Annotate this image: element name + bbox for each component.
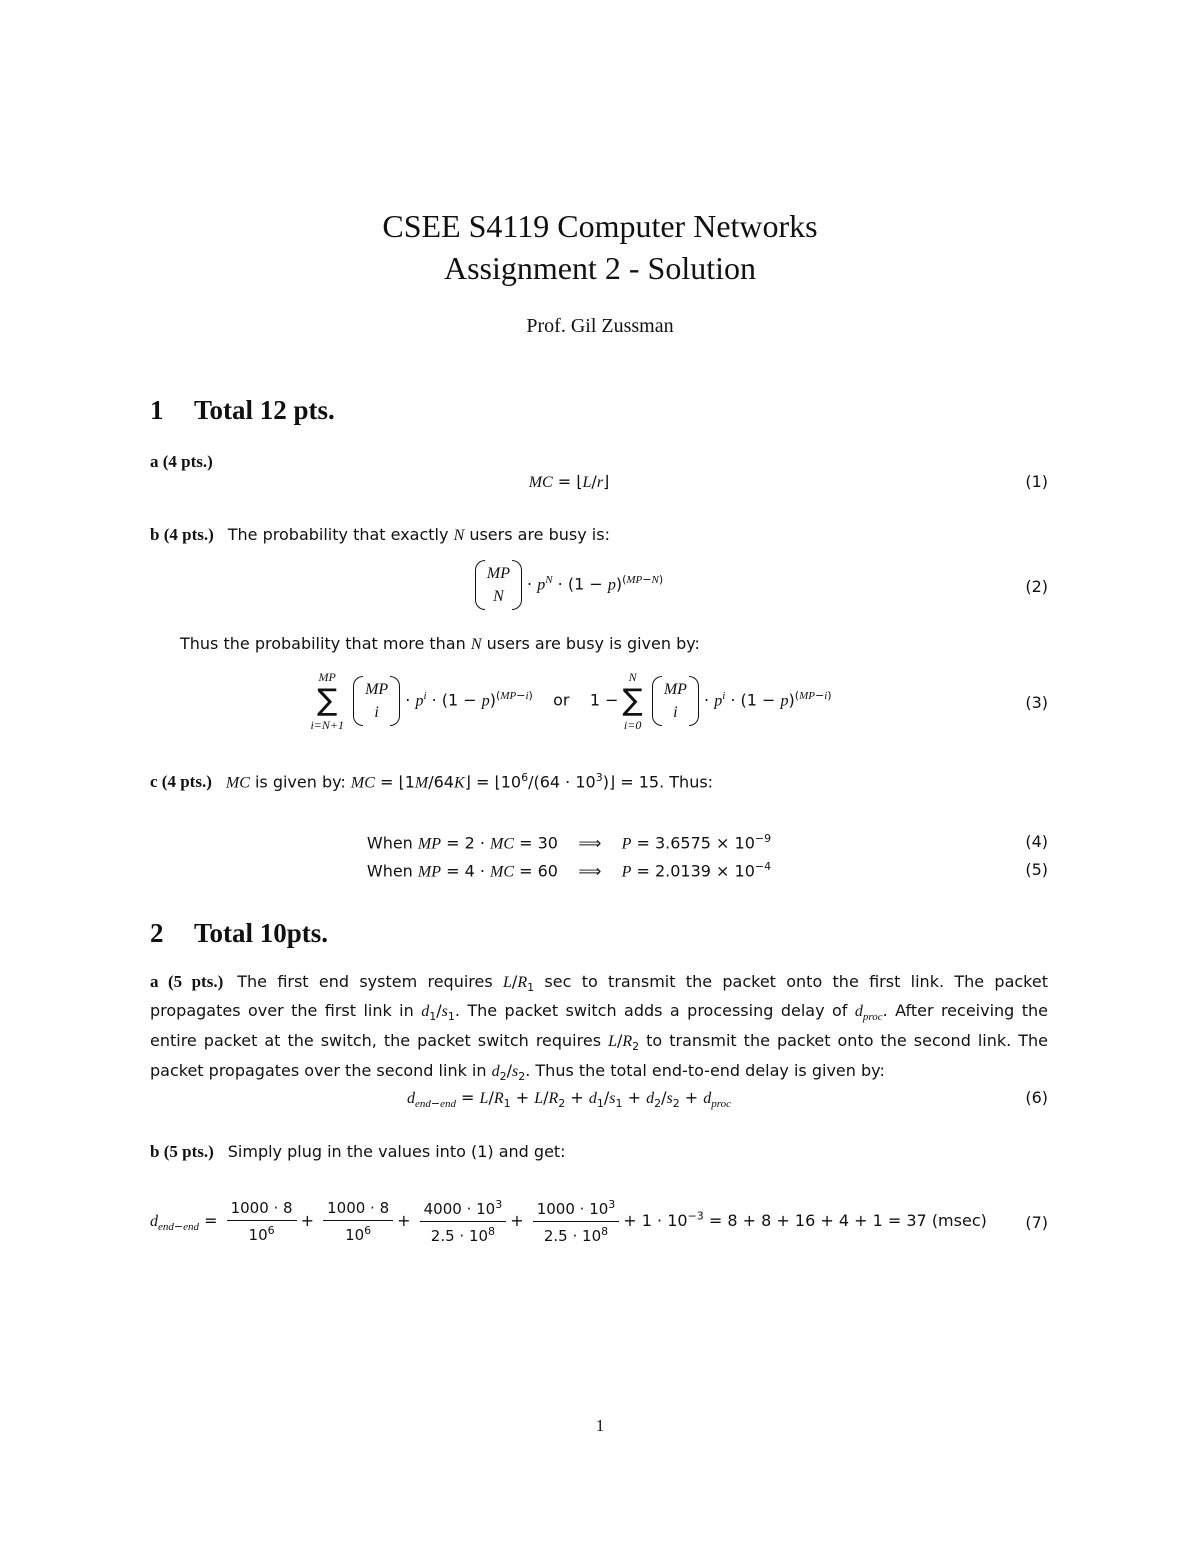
equation-result: = 8 + 8 + 16 + 4 + 1 = 37 (msec)	[708, 1211, 987, 1230]
part-label: b (4 pts.)	[150, 525, 214, 544]
page-number: 1	[595, 1416, 605, 1435]
paragraph-text: users are busy is:	[469, 525, 610, 544]
paragraph-text: . After receiving the entire packet at the switch, the packet switch requires	[150, 1001, 1049, 1051]
section-title: Total 12 pts.	[194, 395, 335, 425]
part-2b	[150, 1140, 1048, 1163]
equation-1	[150, 472, 1048, 496]
or-text: or	[553, 690, 570, 710]
equation-number: (4)	[1025, 832, 1048, 851]
paragraph-text: Thus the probability that more than	[180, 634, 466, 653]
binomial-coefficient: MP i	[353, 678, 400, 724]
paragraph-text: sec to transmit the packet onto the first link. The packet propagates over the first link in	[150, 972, 1048, 1021]
binomial-coefficient: MP i	[652, 678, 699, 724]
summation: N ∑ i=0	[622, 670, 643, 732]
section-number: 1	[150, 395, 164, 425]
equation-body: $d_{end-end}$ = $\frac{1000 \cdot 8}{10^6}$ + $\frac{1000 \cdot 8}{10^6}$ + $\frac{4000 \cdot 10^3}{2.5 \cdot 10^8}$ + $\frac{1000 \cdot 10^3}{2.5 \cdot 10^8}$ + $1 \cdot 10^{-3} = 8 + 8 + 16 + 4 + 1 = 37$ (msec)	[150, 1198, 987, 1245]
part-label: b (5 pts.)	[150, 1142, 214, 1161]
fraction: $\frac{4000 \cdot 10^3}{2.5 \cdot 10^8}$	[420, 1198, 507, 1245]
paragraph-text: is given by:	[254, 772, 346, 792]
paragraph-thus: Thus the probability that more than N users are busy is given by:	[180, 634, 700, 653]
equation-number: (7)	[1025, 1213, 1048, 1232]
binomial-coefficient: MP N	[475, 562, 522, 608]
equation-body: When MP = 4 · MC = 60 ⟹ $P = 2.0139 \times 10^{-4}$	[366, 860, 772, 881]
document-title-line-2: Assignment 2 - Solution	[443, 250, 756, 286]
summation: MP ∑ i=N+1	[310, 670, 344, 732]
paragraph-text: . The packet switch adds a processing delay of	[454, 1001, 848, 1021]
part-label: c (4 pts.)	[150, 772, 212, 792]
section-1-heading	[150, 395, 335, 426]
equation-2	[150, 562, 1048, 612]
equation-body: When MP = 2 · MC = 30 ⟹ $P = 3.6575 \times 10^{-9}$	[366, 832, 772, 853]
paragraph-text: The probability that exactly	[227, 525, 449, 544]
equation-number: (3)	[1025, 693, 1048, 712]
paragraph-text: Simply plug in the values into (1) and get:	[227, 1142, 566, 1161]
equation-number: (2)	[1025, 577, 1048, 596]
part-label: a (5 pts.)	[150, 972, 224, 991]
equation-7	[150, 1198, 1048, 1250]
equation-3	[150, 668, 1048, 738]
paragraph-text: . Thus:	[659, 772, 714, 792]
part-1b: b (4 pts.) The probability that exactly N users are busy is:	[150, 525, 610, 544]
part-1a	[150, 450, 1048, 473]
section-2-heading	[150, 918, 328, 949]
section-title: Total 10pts.	[194, 918, 329, 948]
when-text: When	[366, 833, 413, 853]
section-number: 2	[150, 918, 164, 948]
when-text: When	[366, 861, 413, 881]
paragraph-text: users are busy is given by:	[486, 634, 700, 653]
equation-6	[150, 1088, 1048, 1112]
paragraph-text: to transmit the packet onto the second link. The packet propagates over the second link in	[150, 1031, 1049, 1080]
equation-5	[150, 860, 1048, 884]
fraction: $\frac{1000 \cdot 10^3}{2.5 \cdot 10^8}$	[533, 1198, 620, 1245]
fraction: $\frac{1000 \cdot 8}{10^6}$	[323, 1199, 393, 1244]
equation-4	[150, 832, 1048, 856]
paragraph-text: The first end system requires	[237, 972, 493, 991]
part-1c: c (4 pts.) MC is given by: MC = ⌊1M/64K⌋ = $⌊10^6/(64$ · $10^3)⌋ = 15$. Thus:	[150, 771, 714, 792]
equation-body: MP N · $p^N \cdot (1 - p)^{(MP-N)}$	[150, 562, 988, 608]
equation-body: $d_{end-end} = L/R_1 + L/R_2 + d_1/s_1 + d_2/s_2 + d_{proc}$	[406, 1088, 732, 1111]
part-label: a (4 pts.)	[150, 452, 213, 471]
title-block	[0, 205, 1200, 338]
document-title-line-1: CSEE S4119 Computer Networks	[382, 208, 818, 244]
equation-number: (6)	[1025, 1088, 1048, 1107]
document-author: Prof. Gil Zussman	[526, 315, 674, 337]
equation-tail: + 1 · 10	[623, 1211, 688, 1230]
paragraph-text: . Thus the total end-to-end delay is given by:	[525, 1060, 885, 1080]
fraction: $\frac{1000 \cdot 8}{10^6}$	[227, 1199, 297, 1244]
equation-body: MC = ⌊L/r⌋	[528, 472, 610, 491]
equation-number: (1)	[1025, 472, 1048, 491]
equation-number: (5)	[1025, 860, 1048, 879]
equation-body: MP ∑ i=N+1 MP i · $p^i \cdot (1 - p)^{(MP-i)}$ or 1 − N ∑ i=0 MP i · $p^i \cdot (1 - p)^{(MP-i)}$	[310, 670, 832, 732]
part-2a: a (5 pts.) The first end system requires $L/R_1$ sec to transmit the packet onto the first link. The packet propagates over the first link in $d_1/s_1$. The packet switch adds a processing delay of $d_{proc}$. After receiving the entire packet at the switch, the packet switch requires $L/R_2$ to transmit the packet onto the second link. The packet propagates over the second link in $d_2/s_2$. Thus the total end-to-end delay is given by:	[150, 972, 1049, 1083]
